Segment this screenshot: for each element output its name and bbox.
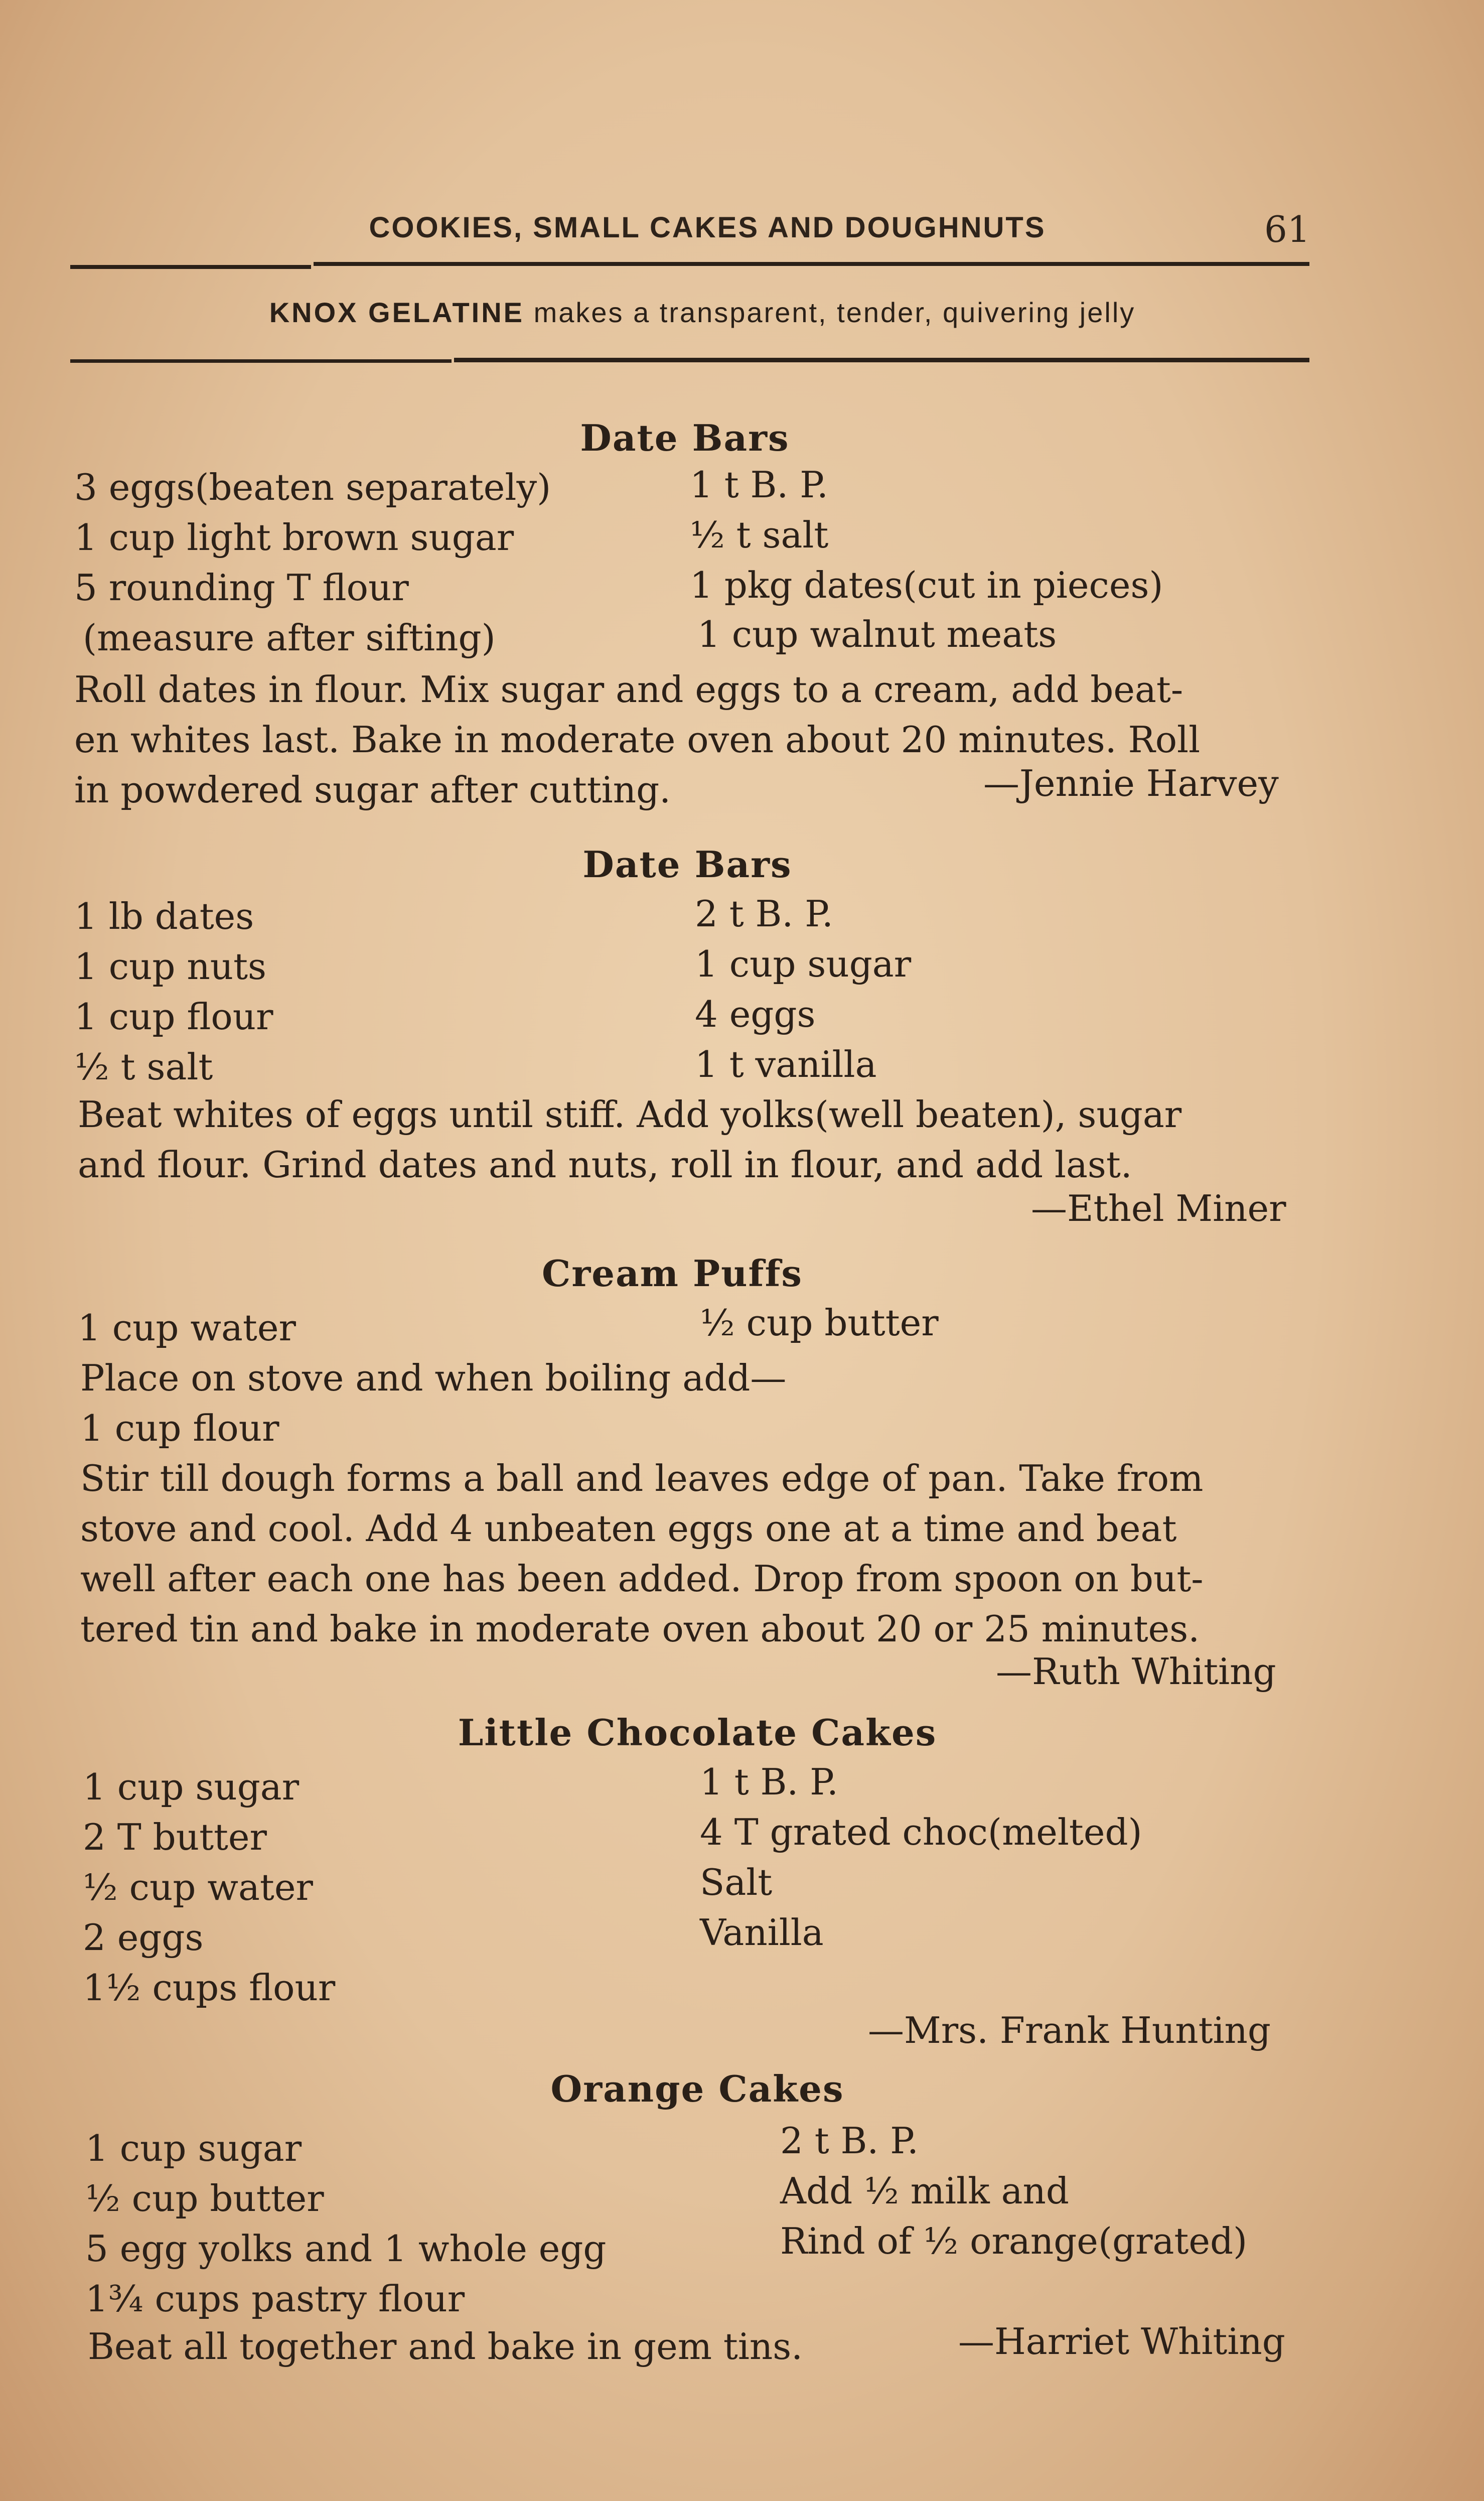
recipe-author: —Ruth Whiting	[996, 1650, 1276, 1693]
method-line: Place on stove and when boiling add—	[80, 1357, 787, 1399]
method-line: Stir till dough forms a ball and leaves edge of pan. Take from	[80, 1457, 1204, 1499]
header-rule	[70, 265, 311, 269]
recipe-author: —Jennie Harvey	[983, 762, 1279, 804]
ingredient: 4 eggs	[695, 993, 816, 1035]
method-line: 1 cup flour	[80, 1407, 279, 1449]
ingredient: Add ½ milk and	[780, 2170, 1069, 2212]
ingredient: 5 rounding T flour	[74, 567, 409, 609]
header-rule	[314, 262, 1309, 266]
running-head: COOKIES, SMALL CAKES AND DOUGHNUTS	[369, 211, 1046, 244]
ingredient: Vanilla	[700, 1911, 824, 1954]
knox-tagline	[75, 296, 1329, 329]
ingredient: 1 cup flour	[74, 996, 273, 1038]
method-line: Roll dates in flour. Mix sugar and eggs to a cream, add beat-	[74, 668, 1183, 711]
tagline-brand: KNOX GELATINE	[269, 297, 525, 328]
recipe-author: —Mrs. Frank Hunting	[868, 2009, 1271, 2051]
method-line: en whites last. Bake in moderate oven about 20 minutes. Roll	[74, 719, 1201, 761]
ingredient: ½ cup butter	[85, 2177, 324, 2219]
ingredient: 1 cup sugar	[83, 1766, 300, 1808]
method-line: Beat all together and bake in gem tins.	[88, 2325, 803, 2368]
recipe-title: Date Bars	[582, 843, 792, 886]
ingredient: 1 cup water	[78, 1307, 296, 1349]
ingredient: 1 cup sugar	[695, 943, 912, 985]
ingredient: 1 cup sugar	[85, 2127, 302, 2169]
ingredient: ½ t salt	[690, 514, 829, 556]
ingredient: (measure after sifting)	[83, 617, 496, 659]
page-number: 61	[1264, 208, 1310, 250]
ingredient: 3 eggs(beaten separately)	[74, 466, 551, 508]
ingredient: Salt	[700, 1861, 773, 1903]
ingredient: 1 lb dates	[74, 895, 254, 937]
ingredient: 1 pkg dates(cut in pieces)	[690, 564, 1163, 606]
ingredient: 1¾ cups pastry flour	[85, 2278, 465, 2320]
ingredient: 1 t B. P.	[690, 464, 828, 506]
ingredient: ½ cup water	[83, 1866, 313, 1908]
method-line: well after each one has been added. Drop from spoon on but-	[80, 1558, 1204, 1600]
tagline-text: makes a transparent, tender, quivering jelly	[533, 297, 1136, 328]
recipe-title: Little Chocolate Cakes	[458, 1711, 937, 1754]
ingredient: 2 eggs	[83, 1916, 204, 1959]
recipe-author: —Ethel Miner	[1031, 1187, 1286, 1229]
method-line: stove and cool. Add 4 unbeaten eggs one at a time and beat	[80, 1507, 1177, 1550]
recipe-title: Cream Puffs	[542, 1252, 803, 1295]
ingredient: ½ t salt	[74, 1046, 213, 1088]
recipe-title: Orange Cakes	[550, 2067, 844, 2110]
ingredient: 1 cup nuts	[74, 945, 266, 988]
ingredient: 5 egg yolks and 1 whole egg	[85, 2228, 607, 2270]
tagline-rule	[454, 358, 1309, 362]
method-line: in powdered sugar after cutting.	[74, 769, 671, 811]
ingredient: 2 t B. P.	[695, 893, 833, 935]
method-line: tered tin and bake in moderate oven about 20 or 25 minutes.	[80, 1608, 1200, 1650]
ingredient: 1 t B. P.	[700, 1761, 838, 1803]
method-line: and flour. Grind dates and nuts, roll in flour, and add last.	[78, 1144, 1132, 1186]
ingredient: 1 t vanilla	[695, 1043, 877, 1085]
method-line: Beat whites of eggs until stiff. Add yolks(well beaten), sugar	[78, 1093, 1182, 1136]
ingredient: 1½ cups flour	[83, 1967, 336, 2009]
ingredient: ½ cup butter	[700, 1302, 939, 1344]
recipe-title: Date Bars	[580, 416, 790, 459]
recipe-author: —Harriet Whiting	[958, 2320, 1285, 2363]
ingredient: 2 T butter	[83, 1816, 267, 1858]
ingredient: 1 cup light brown sugar	[74, 516, 514, 559]
ingredient: 4 T grated choc(melted)	[700, 1811, 1142, 1853]
ingredient: 1 cup walnut meats	[697, 613, 1057, 655]
tagline-rule	[70, 359, 452, 363]
ingredient: 2 t B. P.	[780, 2120, 919, 2162]
ingredient: Rind of ½ orange(grated)	[780, 2220, 1248, 2262]
